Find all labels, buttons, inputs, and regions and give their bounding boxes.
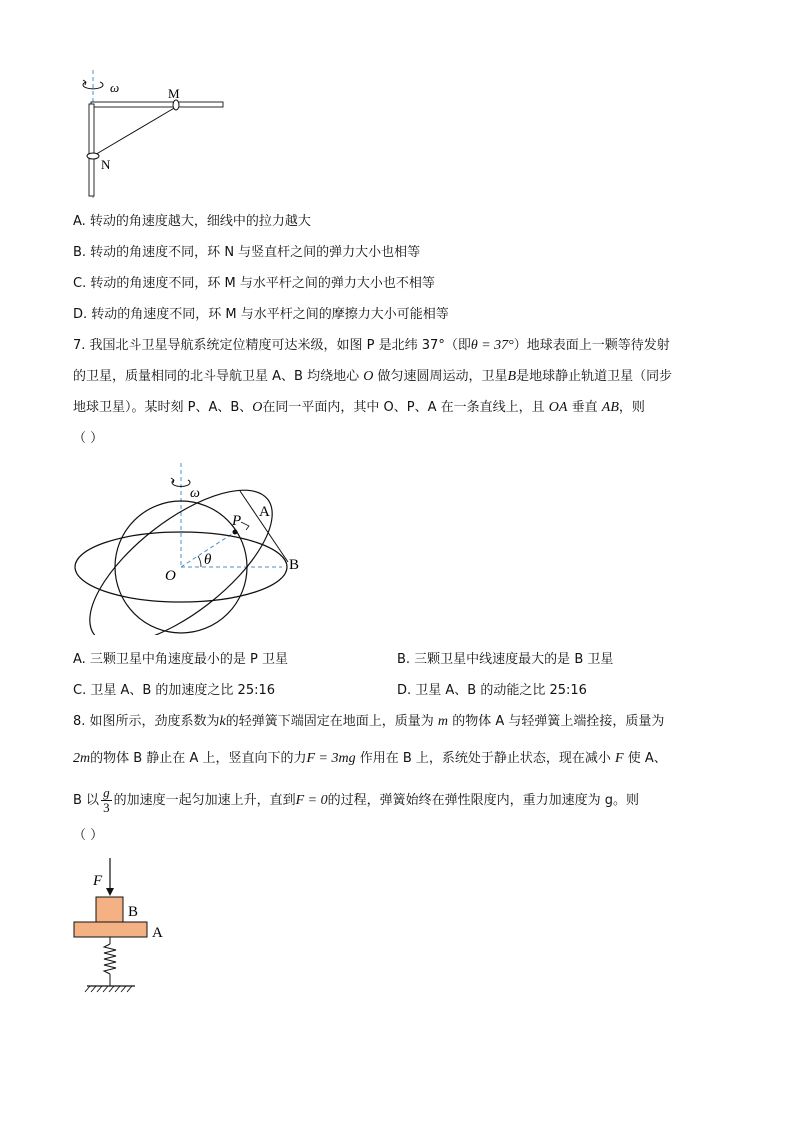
rod-ring-figure	[66, 70, 236, 200]
q8-stem-line-2: 2m的物体 B 静止在 A 上，竖直向下的力F = 3mg 作用在 B 上，系统处于静止状态，现在减小 F 使 A、	[73, 751, 667, 766]
block-b-label: B	[128, 904, 139, 920]
omega-label: ω	[110, 80, 120, 95]
q7-option-b: B. 三颗卫星中线速度最大的是 B 卫星	[397, 652, 614, 667]
g-over-3-fraction: $\frac{g}{3}$	[103, 785, 110, 815]
q8-answer-paren: （ ）	[73, 828, 104, 843]
q6-option-d: D. 转动的角速度不同，环 M 与水平杆之间的摩擦力大小可能相等	[73, 307, 449, 322]
q6-option-b: B. 转动的角速度不同，环 N 与竖直杆之间的弹力大小也相等	[73, 245, 421, 260]
q7-stem-line-3: 地球卫星）。某时刻 P、A、B、O在同一平面内，其中 O、P、A 在一条直线上，且 OA 垂直 AB，则	[73, 400, 645, 415]
block-a-label: A	[152, 925, 163, 941]
theta-label: θ	[204, 552, 212, 568]
center-o-label: O	[165, 568, 176, 584]
q8-stem-line-1: 8. 如图所示，劲度系数为k的轻弹簧下端固定在地面上，质量为 m 的物体 A 与轻弹簧上端拴接，质量为	[73, 714, 665, 729]
q7-stem-line-2: 的卫星，质量相同的北斗导航卫星 A、B 均绕地心 O 做匀速圆周运动，卫星B是地球静止轨道卫星（同步	[73, 369, 673, 384]
spring-block-figure	[70, 858, 180, 998]
q6-option-a: A. 转动的角速度越大，细线中的拉力越大	[73, 214, 311, 229]
q7-answer-paren: （ ）	[73, 431, 104, 446]
satellite-a-label: A	[259, 504, 270, 520]
q7-option-c: C. 卫星 A、B 的加速度之比 25:16	[73, 683, 276, 698]
q7-stem-line-1: 7. 我国北斗卫星导航系统定位精度可达米级，如图 P 是北纬 37°（即θ = 37°）地球表面上一颗等待发射	[73, 338, 670, 353]
q7-option-a: A. 三颗卫星中角速度最小的是 P 卫星	[73, 652, 289, 667]
q7-option-d: D. 卫星 A、B 的动能之比 25:16	[397, 683, 587, 698]
point-p-label: P	[232, 513, 242, 529]
force-f-label: F	[93, 873, 103, 889]
ring-m-label: M	[168, 86, 180, 101]
q6-option-c: C. 转动的角速度不同，环 M 与水平杆之间的弹力大小也不相等	[73, 276, 435, 291]
satellite-orbit-figure	[70, 460, 320, 635]
q8-stem-line-3: B 以 $\frac{g}{3}$ 的加速度一起匀加速上升，直到F = 0的过程，弹簧始终在弹性限度内，重力加速度为 g。则	[73, 785, 639, 815]
satellite-b-label: B	[289, 557, 300, 573]
ring-n-label: N	[101, 157, 111, 172]
omega-label: ω	[190, 486, 200, 501]
